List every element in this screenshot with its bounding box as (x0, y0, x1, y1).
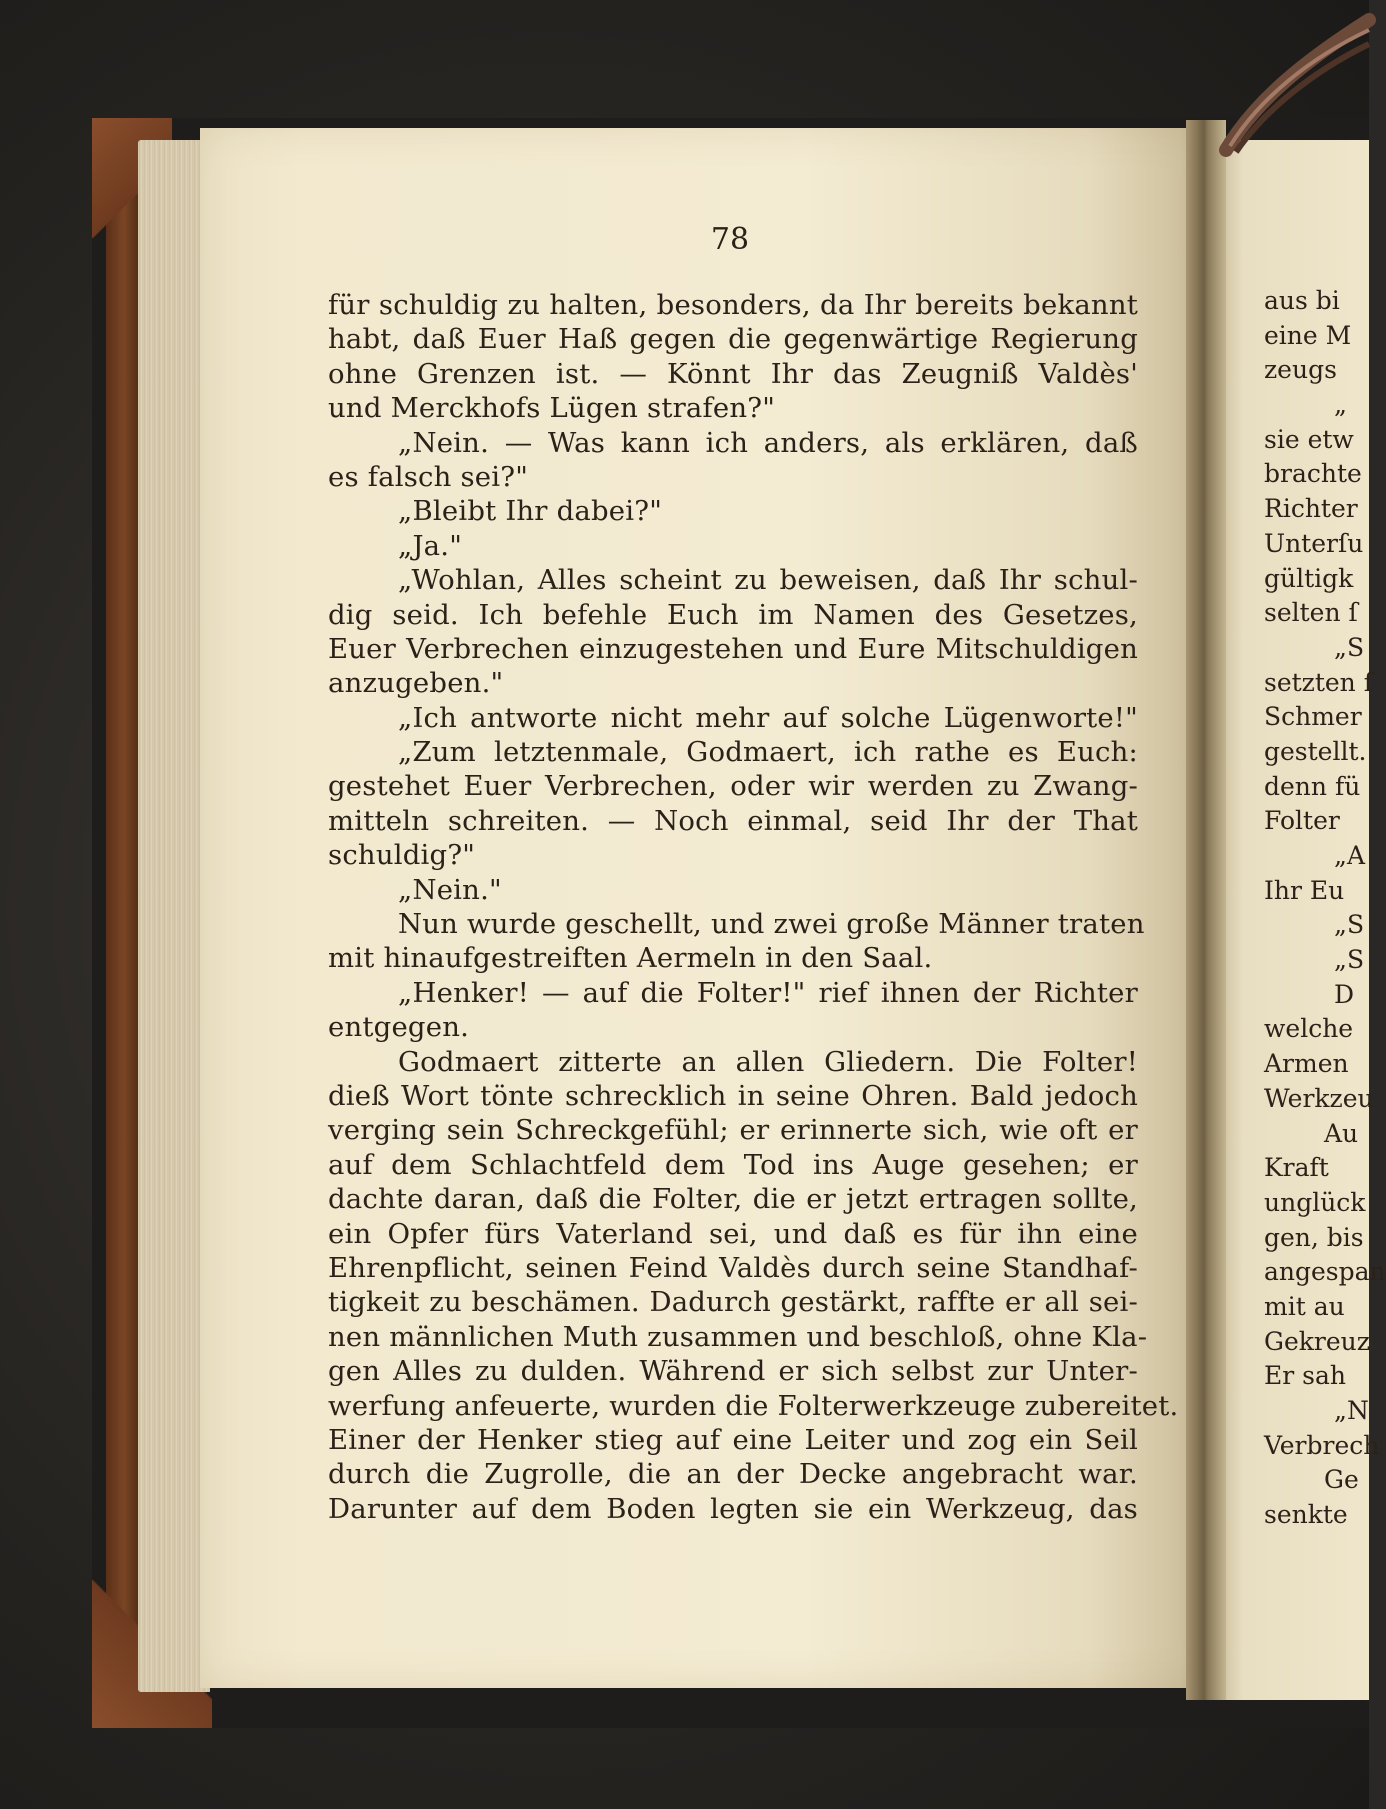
text-line: angespan (1264, 1257, 1386, 1287)
text-line: gen, bis (1264, 1222, 1364, 1252)
cover-edge (106, 140, 142, 1700)
text-line: eine M (1264, 320, 1352, 350)
text-line: mit au (1264, 1291, 1345, 1321)
text-line: durch die Zugrolle, die an der Decke angebracht war. (328, 1458, 1138, 1491)
text-line: unglück (1264, 1187, 1366, 1217)
text-line: brachte (1264, 459, 1362, 489)
text-line: Folter (1264, 806, 1340, 836)
text-line: entgegen. (328, 1011, 470, 1044)
text-line: welche (1264, 1014, 1354, 1044)
text-line: Godmaert zitterte an allen Gliedern. Die Folter! (398, 1045, 1138, 1078)
text-line: schuldig?" (328, 839, 476, 872)
text-line: sie etw (1264, 424, 1354, 454)
text-line: Au (1324, 1118, 1359, 1148)
text-line: Gekreuz (1264, 1326, 1370, 1356)
text-line: „N (1334, 1396, 1369, 1425)
text-line: gestehet Euer Verbrechen, oder wir werden zu Zwang- (328, 770, 1138, 803)
text-line: „Ja." (398, 529, 463, 562)
text-line: Verbrech (1264, 1430, 1380, 1460)
text-line: nen männlichen Muth zusammen und beschloß, ohne Kla- (328, 1320, 1148, 1353)
text-line: „Nein." (398, 873, 502, 906)
text-line: Kraft (1264, 1153, 1329, 1183)
text-line: gültigk (1264, 563, 1354, 593)
text-line: „ (1334, 390, 1347, 420)
text-line: und Merckhofs Lügen strafen?" (328, 392, 776, 425)
left-page-text (328, 288, 1179, 1526)
text-line: auf dem Schlachtfeld dem Tod ins Auge gesehen; er (328, 1148, 1138, 1181)
text-line: selten ſ (1264, 598, 1358, 628)
text-line: gen Alles zu dulden. Während er sich selbst zur Unter- (328, 1355, 1138, 1388)
text-line: aus bi (1264, 286, 1340, 315)
ribbon-bookmark-icon (1206, 0, 1369, 160)
text-line: es falsch sei?" (328, 460, 529, 493)
text-line: dieß Wort tönte schrecklich in seine Ohren. Bald jedoch (328, 1079, 1138, 1112)
text-line: Richter (1264, 494, 1358, 524)
text-line: Darunter auf dem Boden legten sie ein Werkzeug, das (328, 1492, 1138, 1525)
text-line: anzugeben." (328, 667, 504, 700)
text-line: ohne Grenzen ist. — Könnt Ihr das Zeugniß Valdès' (328, 357, 1138, 390)
text-line: Armen (1264, 1049, 1349, 1079)
text-line: habt, daß Euer Haß gegen die gegenwärtige Regierung (328, 323, 1138, 356)
text-line: dachte daran, daß die Folter, die er jetzt ertragen sollte, (328, 1183, 1138, 1216)
book-gutter (1186, 120, 1226, 1700)
text-line: „Henker! — auf die Folter!" rief ihnen der Richter (398, 976, 1138, 1009)
text-line: mit hinaufgestreiften Aermeln in den Saal. (328, 942, 933, 975)
text-line: „Bleibt Ihr dabei?" (398, 495, 663, 528)
text-line: D (1334, 979, 1355, 1009)
text-line: Ihr Eu (1264, 875, 1345, 905)
text-line: Nun wurde geschellt, und zwei große Männer traten (398, 908, 1145, 941)
text-line: werfung anfeuerte, wurden die Folterwerkzeuge zubereitet. (328, 1389, 1179, 1422)
text-line: „A (1334, 841, 1366, 870)
text-line: Er sah (1264, 1361, 1346, 1391)
page-number: 78 (710, 222, 750, 257)
text-line: für schuldig zu halten, besonders, da Ihr bereits bekannt (328, 289, 1138, 321)
text-line: „S (1334, 632, 1365, 662)
text-line: Ge (1324, 1465, 1359, 1495)
text-line: Unterſu (1264, 528, 1364, 558)
text-line: tigkeit zu beschämen. Dadurch gestärkt, raffte er all sei- (328, 1286, 1138, 1319)
text-line: „Ich antworte nicht mehr auf solche Lügenworte!" (398, 701, 1138, 734)
text-line: zeugs (1264, 355, 1337, 385)
text-line: „Nein. — Was kann ich anders, als erklären, daß (398, 426, 1138, 459)
text-line: ein Opfer fürs Vaterland sei, und daß es für ihn eine (328, 1217, 1138, 1250)
text-line: Euer Verbrechen einzugestehen und Eure Mitschuldigen (328, 632, 1138, 665)
text-line: mitteln schreiten. — Noch einmal, seid Ihr der That (328, 804, 1138, 837)
text-line: „Wohlan, Alles scheint zu beweisen, daß Ihr schul- (398, 564, 1138, 597)
text-line: dig seid. Ich befehle Euch im Namen des Gesetzes, (328, 598, 1138, 631)
text-line: Ehrenpflicht, seinen Feind Valdès durch seine Standhaf- (328, 1251, 1138, 1284)
right-page-text (1264, 284, 1386, 1533)
text-line: denn fü (1264, 771, 1361, 801)
text-line: „S (1334, 910, 1365, 940)
text-line: „Zum letztenmale, Godmaert, ich rathe es Euch: (398, 736, 1138, 769)
text-line: Einer der Henker stieg auf eine Leiter und zog ein Seil (328, 1423, 1138, 1456)
text-line: Werkzeu (1264, 1083, 1374, 1113)
text-line: „S (1334, 945, 1365, 975)
text-line: verging sein Schreckgefühl; er erinnerte sich, wie oft er (328, 1114, 1138, 1147)
text-line: senkte (1264, 1500, 1348, 1530)
text-line: setzten ſ (1264, 667, 1373, 697)
text-line: Schmer (1264, 702, 1362, 732)
text-line: gestellt. (1264, 736, 1367, 766)
